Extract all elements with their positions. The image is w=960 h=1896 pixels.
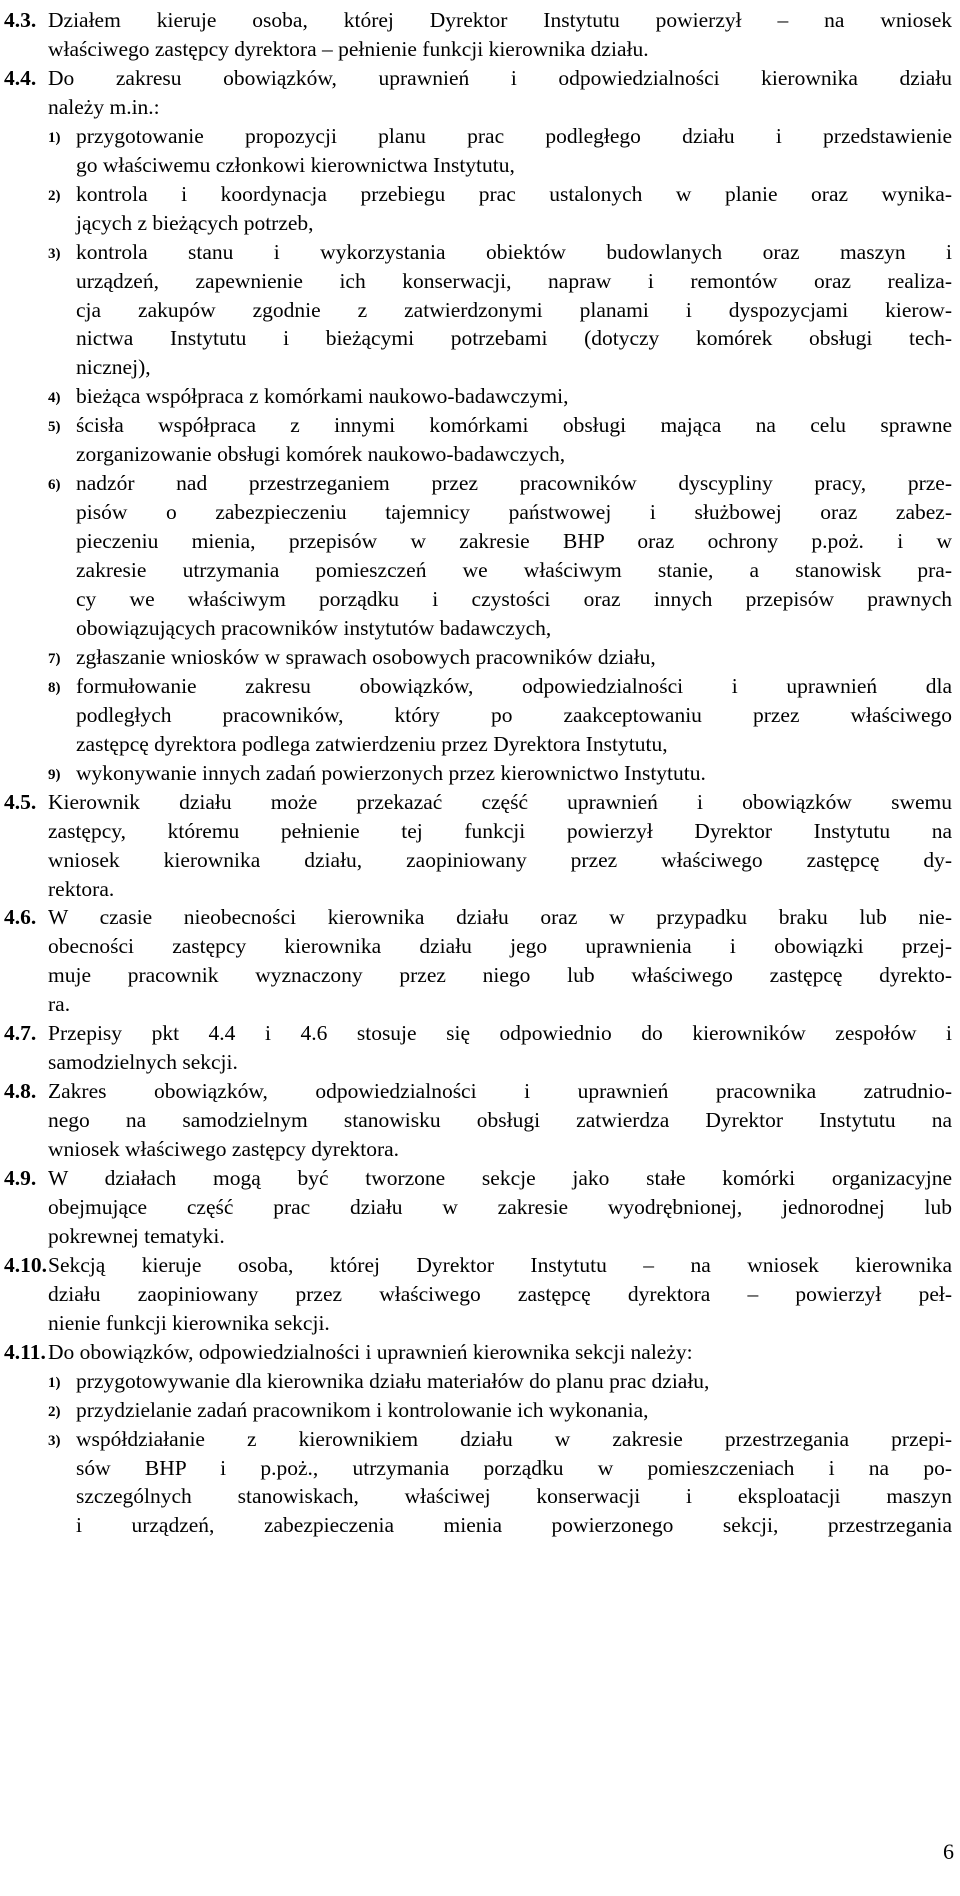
list-item-text-line: obowiązujących pracowników instytutów badawczych, (76, 615, 552, 640)
list-item-text-line: przygotowywanie dla kierownika działu materiałów do planu prac działu, (76, 1368, 710, 1393)
list-item-text-line: zakresie utrzymania pomieszczeń we właściwym stanie, a stanowisk pra- (76, 558, 952, 583)
list-item-text-line: pieczeniu mienia, przepisów w zakresie BHP oraz ochrony p.poż. i w (76, 529, 952, 554)
list-item-text-line: cy we właściwym porządku i czystości oraz innych przepisów prawnych (76, 587, 952, 611)
list-item-text-line: szczególnych stanowiskach, właściwej konserwacji i eksploatacji maszyn (76, 1484, 952, 1509)
section-text-line: W działach mogą być tworzone sekcje jako stałe komórki organizacyjne (48, 1166, 952, 1190)
list-item-text-line: formułowanie zakresu obowiązków, odpowiedzialności i uprawnień dla (76, 673, 952, 698)
section-number: 4.7. (4, 1021, 37, 1046)
section-text-line: Działem kieruje osoba, której Dyrektor Instytutu powierzył – na wniosek (48, 8, 952, 32)
list-item-number: 3) (48, 1432, 61, 1449)
page-number: 6 (943, 1839, 954, 1864)
section-number: 4.4. (4, 65, 37, 90)
list-item-text-line: przygotowanie propozycji planu prac podległego działu i przedstawienie (76, 123, 952, 148)
section-text-line: Do obowiązków, odpowiedzialności i uprawnień kierownika sekcji należy: (48, 1339, 693, 1364)
list-item-text-line: wykonywanie innych zadań powierzonych przez kierownictwo Instytutu. (76, 760, 706, 785)
list-item-text-line: i urządzeń, zabezpieczenia mienia powierzonego sekcji, przestrzegania (76, 1513, 952, 1538)
list-item-text-line: współdziałanie z kierownikiem działu w zakresie przestrzegania przepi- (76, 1426, 952, 1451)
list-item-text-line: kontrola i koordynacja przebiegu prac ustalonych w planie oraz wynika- (76, 181, 952, 206)
list-item-text-line: zastępcę dyrektora podlega zatwierdzeniu przez Dyrektora Instytutu, (76, 731, 668, 756)
list-item-number: 9) (48, 766, 61, 783)
section-number: 4.9. (4, 1166, 37, 1190)
list-item-number: 7) (48, 650, 61, 667)
list-item-text-line: ścisła współpraca z innymi komórkami obsługi mająca na celu sprawne (76, 413, 952, 438)
section-text-line: samodzielnych sekcji. (48, 1050, 238, 1075)
list-item-number: 4) (48, 390, 61, 407)
section-number: 4.3. (4, 8, 37, 32)
section-text-line: Zakres obowiązków, odpowiedzialności i uprawnień pracownika zatrudnio- (48, 1079, 952, 1104)
section-text-line: nienie funkcji kierownika sekcji. (48, 1310, 330, 1335)
section-number: 4.11. (4, 1339, 46, 1364)
section-text-line: Kierownik działu może przekazać część uprawnień i obowiązków swemu (48, 789, 952, 814)
list-item-number: 1) (48, 1374, 61, 1391)
list-item-text-line: kontrola stanu i wykorzystania obiektów budowlanych oraz maszyn i (76, 239, 952, 264)
section-text-line: należy m.in.: (48, 94, 160, 119)
section-text-line: wniosek kierownika działu, zaopiniowany przez właściwego zastępcę dy- (48, 847, 952, 872)
section-number: 4.8. (4, 1079, 37, 1104)
section-text-line: pokrewnej tematyki. (48, 1223, 225, 1248)
list-item-number: 5) (48, 419, 61, 436)
section-text-line: działu zaopiniowany przez właściwego zastępcę dyrektora – powierzył peł- (48, 1281, 952, 1306)
section-number: 4.10. (4, 1252, 47, 1277)
list-item-number: 2) (48, 1403, 61, 1420)
list-item-number: 3) (48, 245, 61, 262)
list-item-number: 8) (48, 679, 61, 696)
section-text-line: właściwego zastępcy dyrektora – pełnienie funkcji kierownika działu. (48, 36, 649, 61)
list-item-text-line: sów BHP i p.poż., utrzymania porządku w pomieszczeniach i na po- (76, 1455, 952, 1480)
section-text-line: obecności zastępcy kierownika działu jego uprawnienia i obowiązki przej- (48, 934, 952, 959)
list-item-number: 6) (48, 477, 61, 494)
section-number: 4.5. (4, 789, 37, 814)
section-text-line: rektora. (48, 876, 115, 901)
list-item-text-line: bieżąca współpraca z komórkami naukowo-badawczymi, (76, 384, 569, 409)
list-item-text-line: nicznej), (76, 355, 151, 380)
list-item-text-line: zgłaszanie wniosków w sprawach osobowych pracowników działu, (76, 644, 656, 669)
list-item-text-line: podległych pracowników, który po zaakceptowaniu przez właściwego (76, 702, 952, 727)
section-text-line: Do zakresu obowiązków, uprawnień i odpowiedzialności kierownika działu (48, 65, 952, 90)
list-item-number: 1) (48, 129, 61, 146)
section-text-line: obejmujące część prac działu w zakresie wyodrębnionej, jednorodnej lub (48, 1194, 952, 1219)
list-item-text-line: zorganizowanie obsługi komórek naukowo-badawczych, (76, 442, 566, 467)
section-text-line: wniosek właściwego zastępcy dyrektora. (48, 1137, 400, 1162)
section-text-line: W czasie nieobecności kierownika działu oraz w przypadku braku lub nie- (48, 905, 952, 930)
list-item-text-line: urządzeń, zapewnienie ich konserwacji, napraw i remontów oraz realiza- (76, 268, 952, 293)
list-item-text-line: nadzór nad przestrzeganiem przez pracowników dyscypliny pracy, prze- (76, 471, 952, 496)
section-text-line: nego na samodzielnym stanowisku obsługi zatwierdza Dyrektor Instytutu na (48, 1108, 952, 1133)
list-item-text-line: go właściwemu członkowi kierownictwa Instytutu, (76, 152, 515, 177)
list-item-text-line: pisów o zabezpieczeniu tajemnicy państwowej i służbowej oraz zabez- (76, 500, 952, 525)
section-text-line: ra. (48, 992, 71, 1017)
list-item-text-line: cja zakupów zgodnie z zatwierdzonymi planami i dyspozycjami kierow- (76, 297, 952, 322)
section-text-line: Sekcją kieruje osoba, której Dyrektor Instytutu – na wniosek kierownika (48, 1252, 952, 1277)
list-item-text-line: nictwa Instytutu i bieżącymi potrzebami (dotyczy komórek obsługi tech- (76, 326, 952, 351)
list-item-text-line: przydzielanie zadań pracownikom i kontrolowanie ich wykonania, (76, 1397, 649, 1422)
list-item-text-line: jących z bieżących potrzeb, (76, 210, 314, 235)
section-text-line: zastępcy, któremu pełnienie tej funkcji powierzył Dyrektor Instytutu na (48, 818, 952, 843)
section-text-line: muje pracownik wyznaczony przez niego lub właściwego zastępcę dyrekto- (48, 963, 952, 988)
list-item-number: 2) (48, 187, 61, 204)
section-text-line: Przepisy pkt 4.4 i 4.6 stosuje się odpowiednio do kierowników zespołów i (48, 1021, 952, 1046)
section-number: 4.6. (4, 905, 37, 930)
